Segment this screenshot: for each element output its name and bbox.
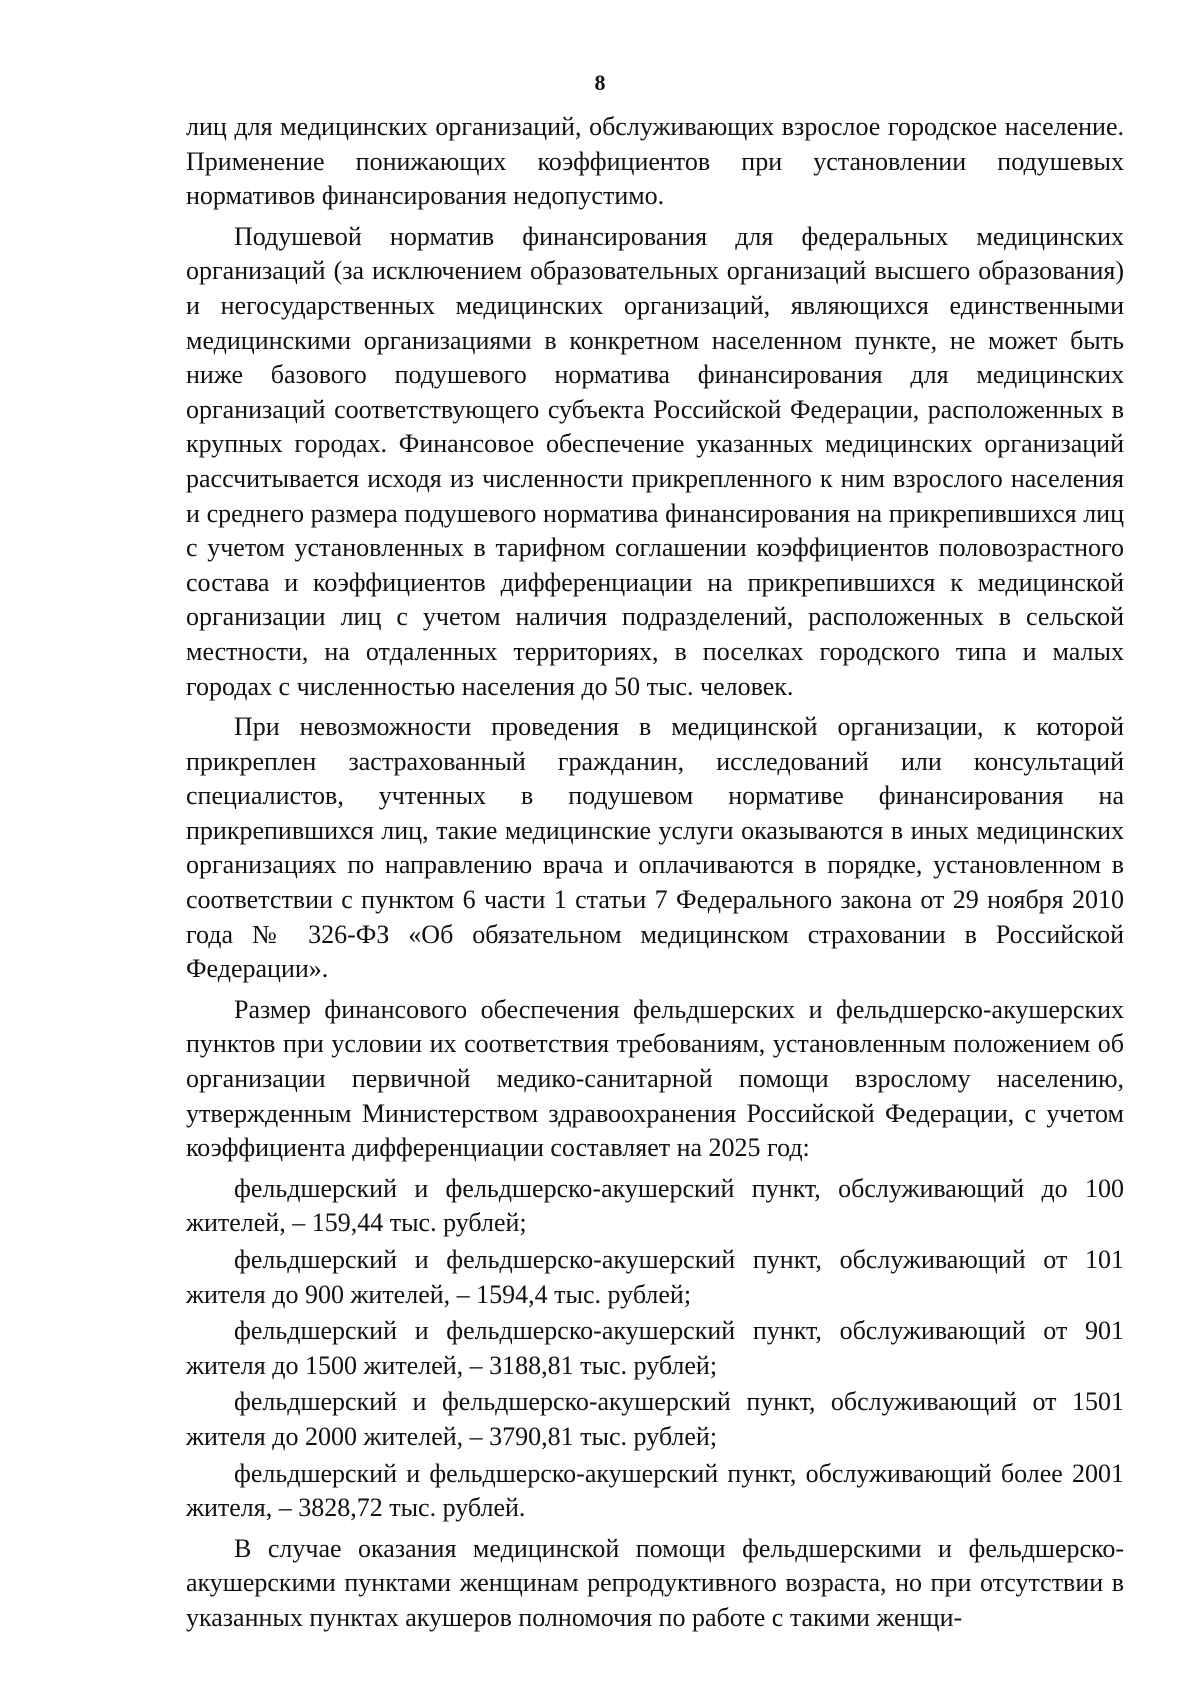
- paragraph-fap-funding: Размер финансового обеспечения фельдшерских и фельдшерско-акушерских пунктов при условии их соответствия требованиям, установленным положением об организации первичной медико-санитарной помощи взрослому населению, утвержденным Министерством здравоохранения Российской Федерации, с учетом коэффициента дифференциации составляет на 2025 год:: [186, 994, 1124, 1163]
- paragraph-referral-services: При невозможности проведения в медицинской организации, к которой прикреплен застрахованный гражданин, исследований или консультаций специалистов, учтенных в подушевом нормативе финансирования на прикрепившихся лиц, такие медицинские услуги оказываются в иных медицинских организациях по направлению врача и оплачиваются в порядке, установленном в соответствии с пунктом 6 части 1 статьи 7 Федерального закона от 29 ноября 2010 года № 326-ФЗ «Об обязательном медицинском страховании в Российской Федерации».: [186, 712, 1124, 984]
- paragraph-reproductive-age: В случае оказания медицинской помощи фельдшерскими и фельдшерско-акушерскими пунктами женщинам репродуктивного возраста, но при отсутствии в указанных пунктах акушеров полномочия по работе с такими женщи-: [186, 1533, 1124, 1632]
- document-body: [186, 110, 1124, 1642]
- page-number: 8: [594, 70, 606, 95]
- list-item-fap-up-to-100: фельдшерский и фельдшерско-акушерский пункт, обслуживающий до 100 жителей, – 159,44 тыс. рублей;: [186, 1173, 1124, 1238]
- list-item-fap-1501-2000: фельдшерский и фельдшерско-акушерский пункт, обслуживающий от 1501 жителя до 2000 жителей, – 3790,81 тыс. рублей;: [186, 1387, 1124, 1451]
- list-item-fap-over-2001: фельдшерский и фельдшерско-акушерский пункт, обслуживающий более 2001 жителя, – 3828,72 тыс. рублей.: [186, 1458, 1124, 1523]
- paragraph-capitation-norm: Подушевой норматив финансирования для федеральных медицинских организаций (за исключением образовательных организаций высшего образования) и негосударственных медицинских организаций, являющихся единственными медицинскими организациями в конкретном населенном пункте, не может быть ниже базового подушевого норматива финансирования для медицинских организаций соответствующего субъекта Российской Федерации, расположенных в крупных городах. Финансовое обеспечение указанных медицинских организаций рассчитывается исходя из численности прикрепленного к ним взрослого населения и среднего размера подушевого норматива финансирования на прикрепившихся лиц с учетом установленных в тарифном соглашении коэффициентов половозрастного состава и коэффициентов дифференциации на прикрепившихся к медицинской организации лиц с учетом наличия подразделений, расположенных в сельской местности, на отдаленных территориях, в поселках городского типа и малых городах с численностью населения до 50 тыс. человек.: [186, 221, 1124, 701]
- list-item-fap-901-1500: фельдшерский и фельдшерско-акушерский пункт, обслуживающий от 901 жителя до 1500 жителей, – 3188,81 тыс. рублей;: [186, 1316, 1124, 1380]
- list-item-fap-101-900: фельдшерский и фельдшерско-акушерский пункт, обслуживающий от 101 жителя до 900 жителей, – 1594,4 тыс. рублей;: [186, 1245, 1124, 1309]
- paragraph-continuation: лиц для медицинских организаций, обслуживающих взрослое городское население. Применение понижающих коэффициентов при установлении подушевых нормативов финансирования недопустимо.: [186, 112, 1124, 211]
